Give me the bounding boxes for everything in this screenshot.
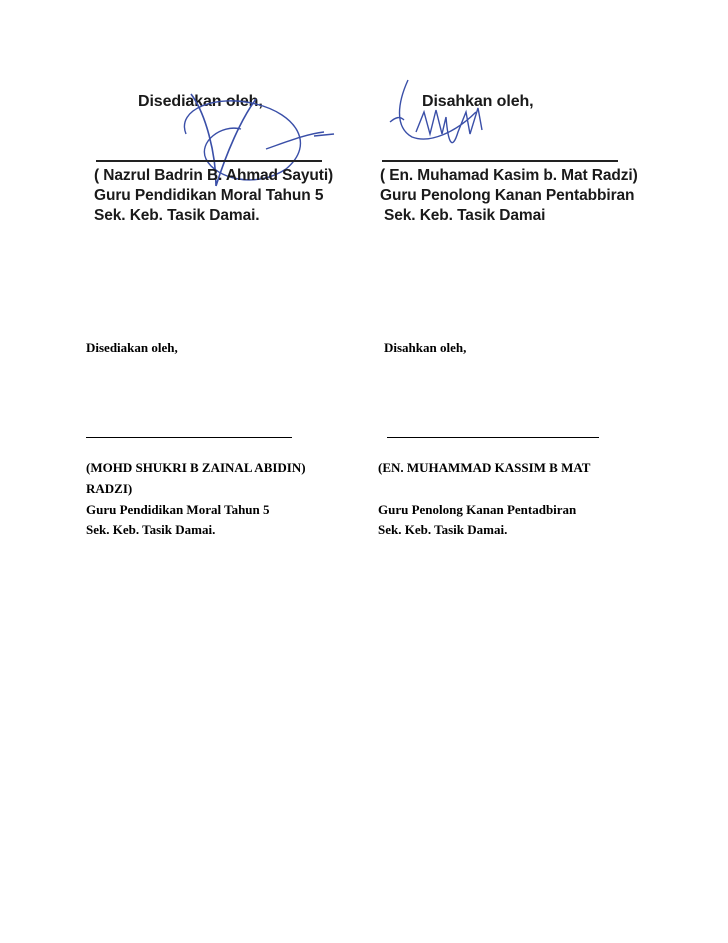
scanned-signature-image [86, 72, 658, 258]
typed-right-signature-line [387, 437, 599, 438]
stamp-right [376, 72, 658, 258]
stamp-left-school: Sek. Keb. Tasik Damai. [94, 207, 260, 224]
typed-right-position: Guru Penolong Kanan Pentadbiran [378, 502, 577, 517]
typed-left-heading: Disediakan oleh, [86, 340, 178, 355]
stamp-left-heading: Disediakan oleh, [138, 93, 263, 110]
typed-left-school: Sek. Keb. Tasik Damai. [86, 522, 216, 537]
stamp-right-name: ( En. Muhamad Kasim b. Mat Radzi) [380, 167, 638, 184]
stamp-left-position: Guru Pendidikan Moral Tahun 5 [94, 187, 324, 204]
typed-left-name-line2: RADZI) [86, 481, 133, 496]
stamp-right-heading: Disahkan oleh, [422, 93, 534, 110]
typed-left-position: Guru Pendidikan Moral Tahun 5 [86, 502, 270, 517]
typed-right-school: Sek. Keb. Tasik Damai. [378, 522, 508, 537]
stamp-right-signature-line [382, 160, 618, 162]
stamp-right-position: Guru Penolong Kanan Pentabbiran [380, 187, 635, 204]
stamp-left-name: ( Nazrul Badrin B. Ahmad Sayuti) [94, 167, 334, 184]
stamp-left-signature-line [96, 160, 322, 162]
typed-right-heading: Disahkan oleh, [384, 340, 467, 355]
typed-left-signature-line [86, 437, 292, 438]
stamp-left [86, 72, 356, 258]
typed-right-name-line1: (EN. MUHAMMAD KASSIM B MAT [378, 460, 591, 475]
typed-left-name-line1: (MOHD SHUKRI B ZAINAL ABIDIN) [86, 460, 306, 475]
stamp-right-school: Sek. Keb. Tasik Damai [384, 207, 546, 224]
